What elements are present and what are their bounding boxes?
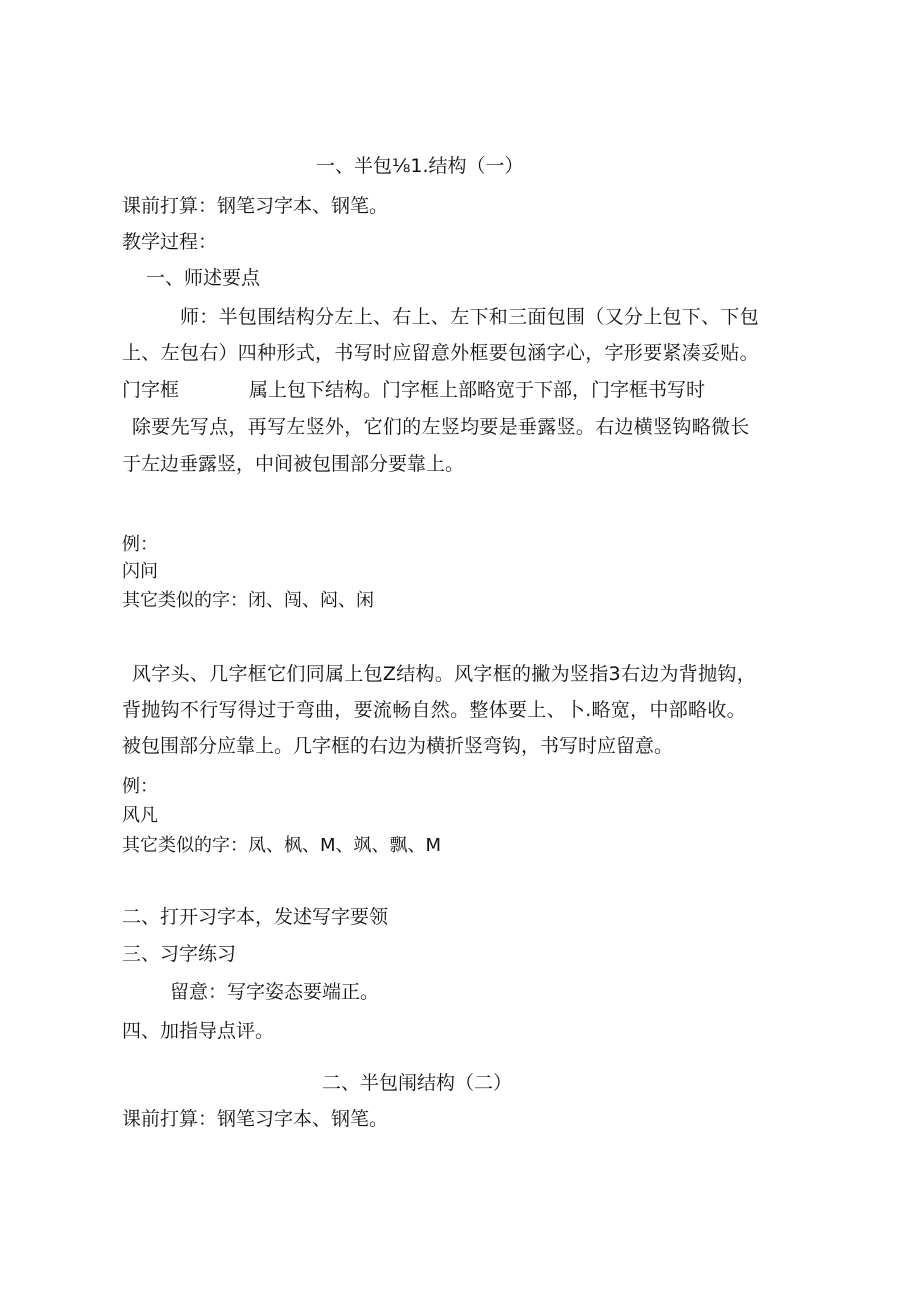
lesson1-para2-line1: 属上包下结构。门字框上部略宽于下部，门字框书写时 [249,379,706,401]
lesson1-para1-line2: 上、左包右）四种形式，书写时应留意外框要包涵字心，字形要紧凑妥贴。 [122,342,759,364]
example2-chars: 风凡 [122,805,158,826]
lesson1-para3-line1: 风字头、几字框它们同属上包Z结构。风字框的撇为竖指3右边为背抛钩， [132,663,757,685]
lesson1-prep: 课前打算：钢笔习字本、钢笔。 [122,195,389,217]
lesson1-para1-line1: 师：半包围结构分左上、右上、左下和三面包围（又分上包下、下包 [180,306,760,328]
lesson2-prep: 课前打算：钢笔习字本、钢笔。 [122,1108,389,1130]
lesson1-para3-line3: 被包围部分应靠上。几字框的右边为横折竖弯钩，书写时应留意。 [122,735,674,757]
example1-chars: 闪问 [122,561,158,582]
lesson2-title: 二、半包闱结构（二） [322,1072,513,1094]
lesson1-para2-term: 门字框 [122,379,180,401]
lesson1-section3: 三、习字练习 [122,943,237,965]
lesson1-section1: 一、师述要点 [146,267,261,289]
example2-similar: 其它类似的字：凤、枫、M、飒、飘、M [122,835,442,856]
lesson1-section2: 二、打开习字本，发述写字要领 [122,906,389,928]
lesson1-title: 一、半包⅛1.结构（一） [316,155,524,177]
lesson1-para2-line3: 于左边垂露竖，中间被包围部分要靠上。 [122,453,465,475]
example1-label: 例： [122,534,158,555]
lesson1-process-label: 教学过程： [122,231,218,253]
lesson1-para3-line2: 背抛钩不行写得过于弯曲，要流畅自然。整体要上、卜.略宽，中部略收。 [122,699,746,721]
lesson1-section4: 四、加指导点评。 [122,1020,275,1042]
example1-similar: 其它类似的字：闭、闯、闷、闲 [122,590,374,611]
example2-label: 例： [122,776,158,797]
lesson1-para2-line2: 除要先写点，再写左竖外，它们的左竖均要是垂露竖。右边横竖钩略微长 [132,416,750,438]
lesson1-section3-note: 留意：写字姿态要端正。 [170,981,380,1003]
